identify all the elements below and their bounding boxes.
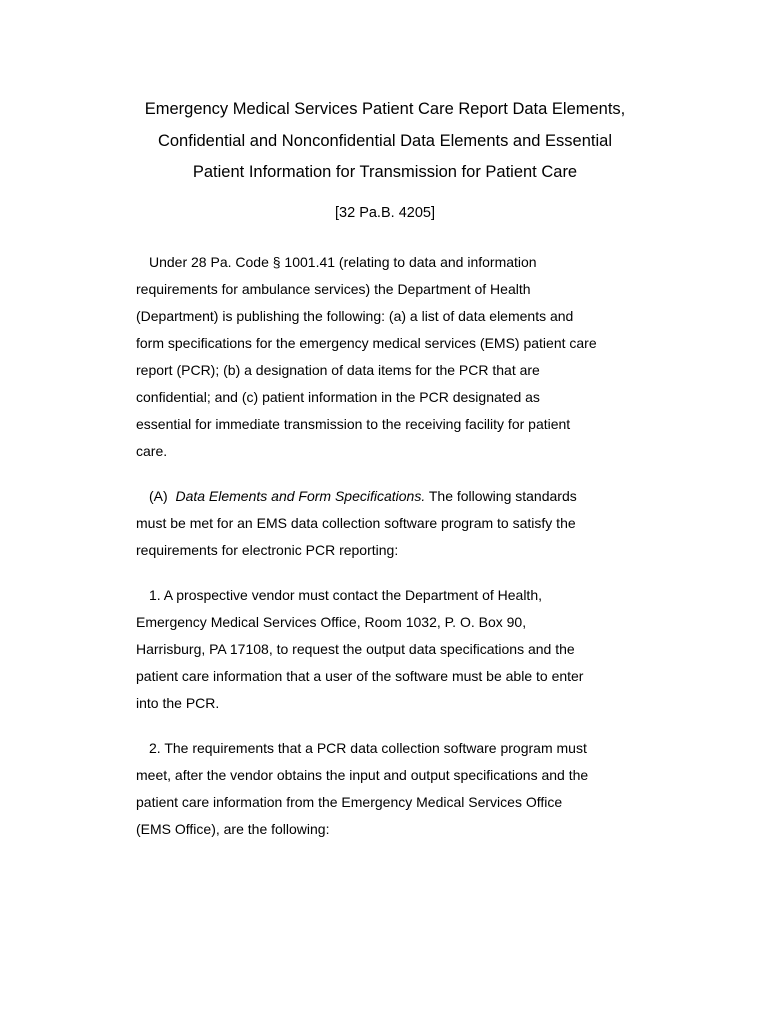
- title-line: Patient Information for Transmission for Patient Care: [192, 163, 578, 181]
- text-line: into the PCR.: [136, 695, 220, 711]
- text-line: 1. A prospective vendor must contact the Department of Health,: [149, 587, 542, 603]
- citation: [32 Pa.B. 4205]: [335, 205, 435, 221]
- text-line: meet, after the vendor obtains the input and output specifications and the: [136, 767, 589, 783]
- document-title: [100, 94, 670, 189]
- text-line: form specifications for the emergency medical services (EMS) patient care: [136, 335, 597, 351]
- text-line: patient care information that a user of the software must be able to enter: [136, 668, 584, 684]
- text-line: Emergency Medical Services Office, Room 1032, P. O. Box 90,: [136, 614, 527, 630]
- text-line: Under 28 Pa. Code § 1001.41 (relating to data and information: [149, 254, 537, 270]
- section-a-first-line: [136, 483, 646, 510]
- text-line: must be met for an EMS data collection software program to satisfy the: [136, 515, 576, 531]
- text-line: confidential; and (c) patient information in the PCR designated as: [136, 389, 540, 405]
- title-line: Confidential and Nonconfidential Data Elements and Essential: [157, 131, 613, 150]
- text-line: Harrisburg, PA 17108, to request the output data specifications and the: [136, 641, 575, 657]
- title-line: Emergency Medical Services Patient Care Report Data Elements,: [144, 100, 626, 118]
- text-line: essential for immediate transmission to the receiving facility for patient: [136, 416, 571, 432]
- intro-paragraph: [136, 249, 646, 465]
- section-a-paragraph: [136, 483, 646, 564]
- section-a-heading: Data Elements and Form Specifications.: [175, 488, 426, 504]
- text-line: patient care information from the Emergency Medical Services Office: [136, 794, 563, 810]
- text-line: requirements for ambulance services) the Department of Health: [136, 281, 531, 297]
- section-a-marker: (A): [149, 488, 168, 504]
- text-line: care.: [136, 443, 168, 459]
- item-1-paragraph: [136, 582, 646, 717]
- text-line: (EMS Office), are the following:: [136, 821, 330, 837]
- text-line: report (PCR); (b) a designation of data items for the PCR that are: [136, 362, 540, 378]
- section-a-first-line-rest: The following standards: [425, 488, 577, 504]
- text-line: 2. The requirements that a PCR data collection software program must: [149, 740, 587, 756]
- text-line: (Department) is publishing the following: (a) a list of data elements and: [136, 308, 574, 324]
- text-line: requirements for electronic PCR reporting:: [136, 542, 399, 558]
- item-2-paragraph: [136, 735, 646, 843]
